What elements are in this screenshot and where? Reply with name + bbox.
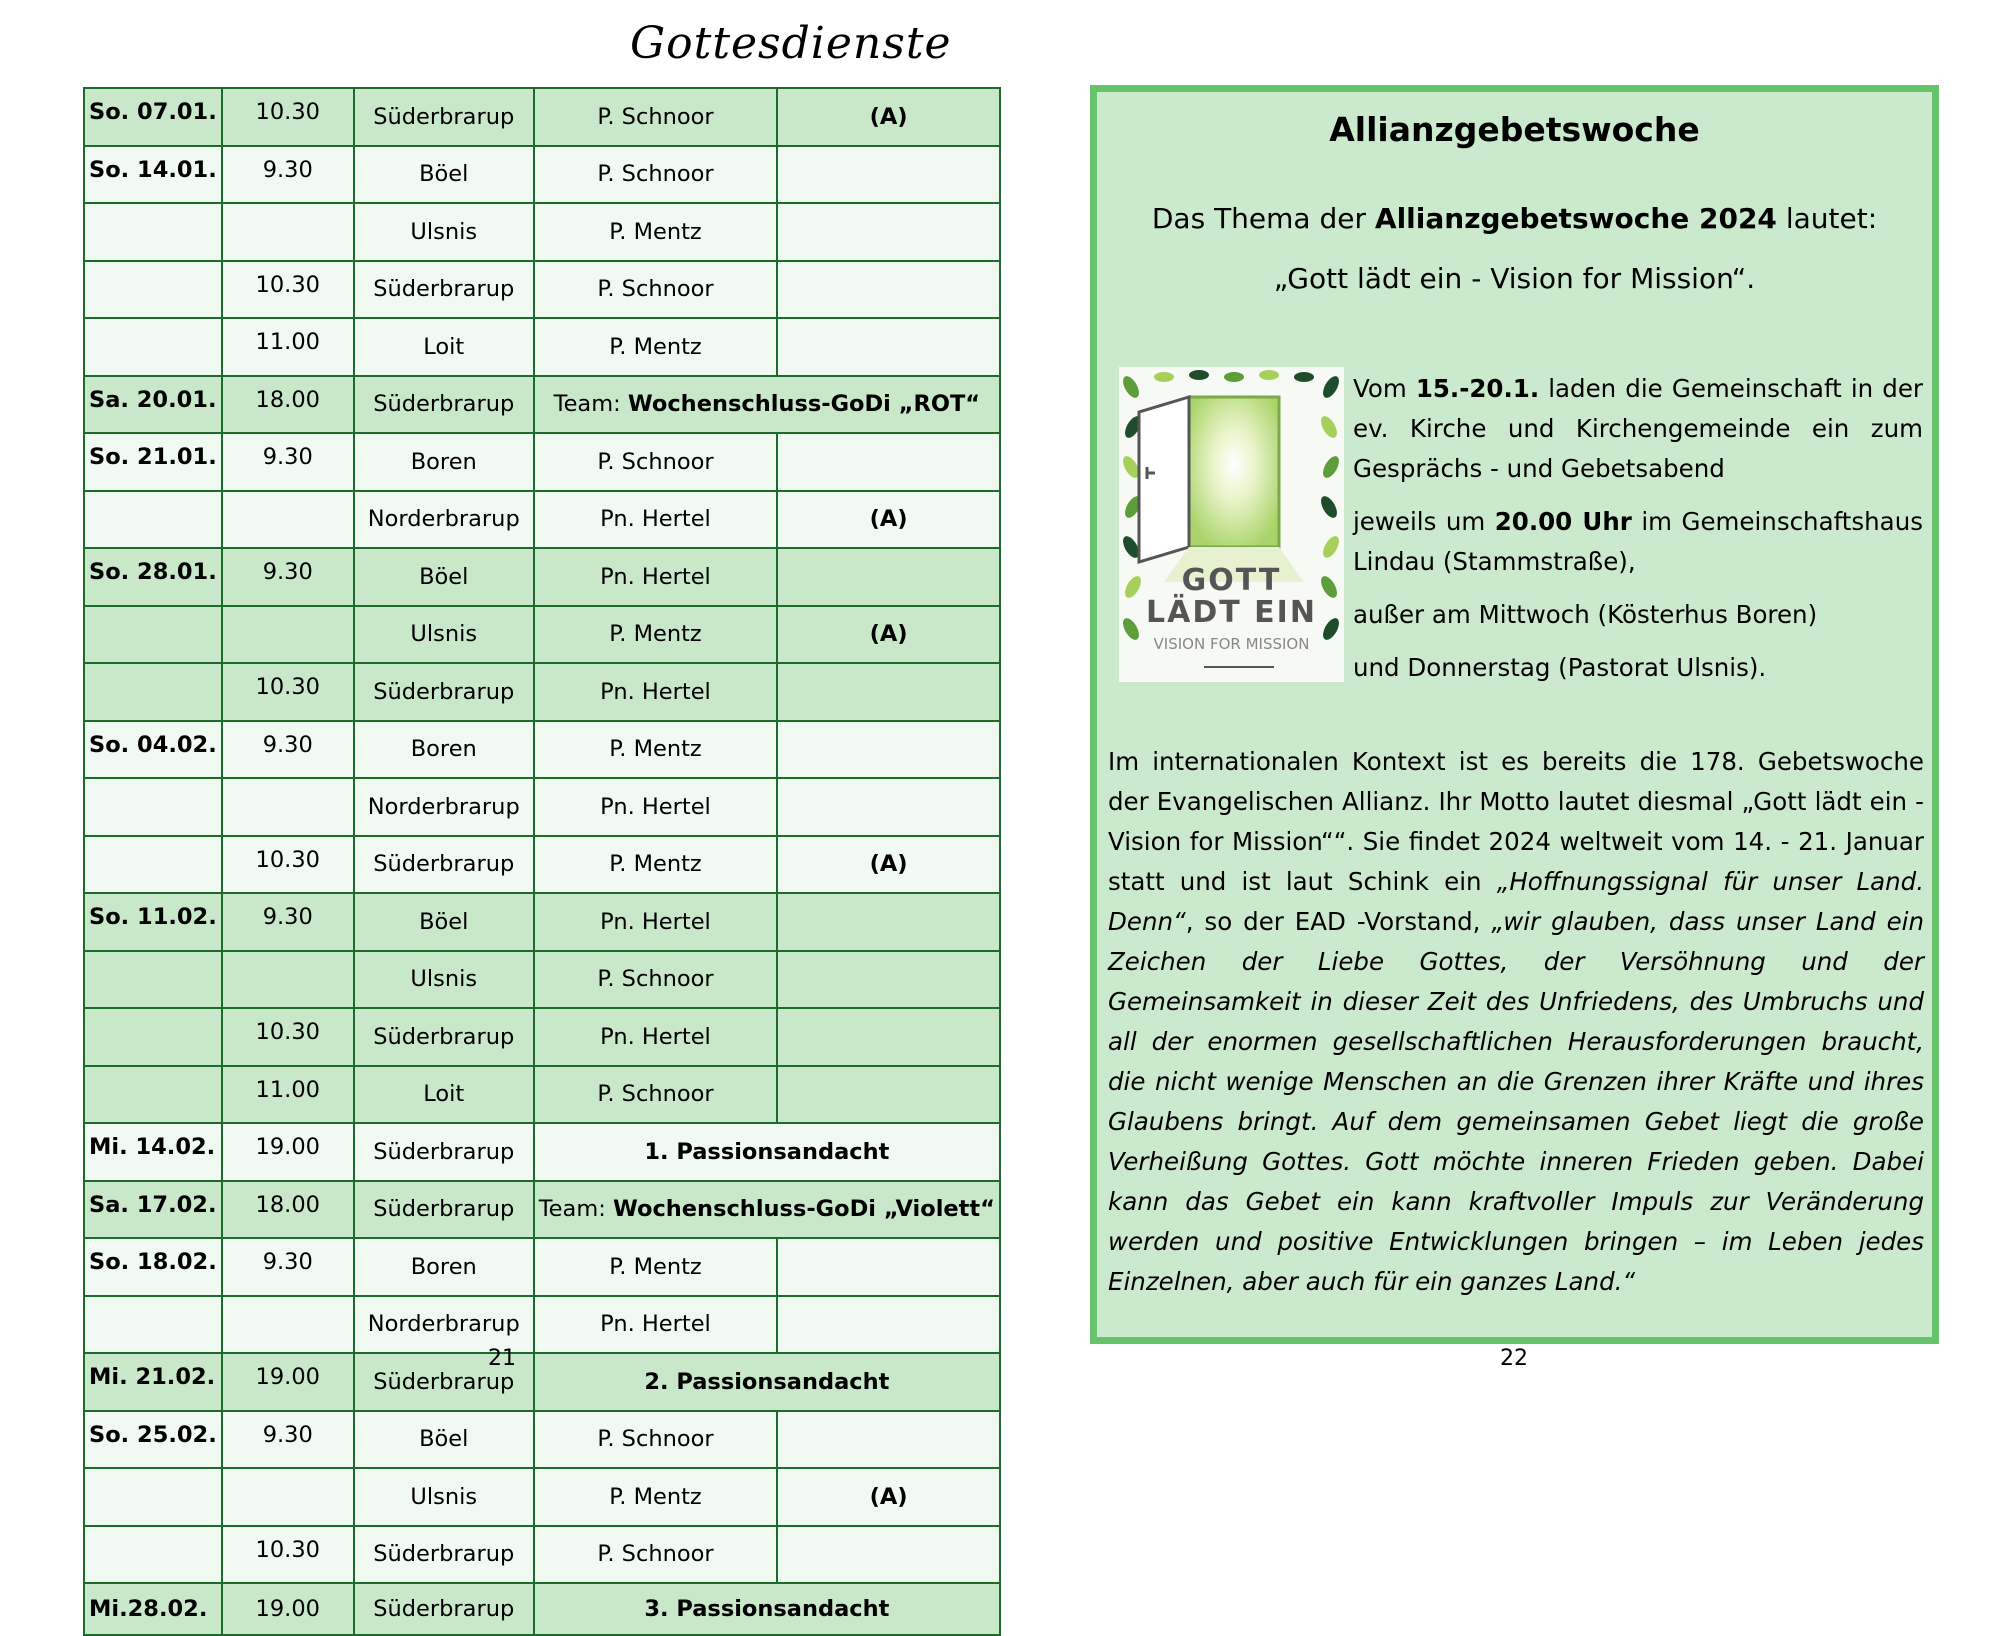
place-cell: Boren	[354, 721, 534, 779]
time-cell: 10.30	[222, 663, 354, 721]
date-cell	[84, 836, 222, 894]
pastor-cell: P. Schnoor	[534, 88, 777, 146]
table-row	[84, 1468, 1000, 1526]
time-cell: 9.30	[222, 146, 354, 204]
date-cell	[84, 491, 222, 549]
date-cell	[84, 318, 222, 376]
pastor-cell: P. Mentz	[534, 836, 777, 894]
table-row	[84, 376, 1000, 434]
date-cell	[84, 1468, 222, 1526]
allianz-info-box	[1090, 85, 1939, 1344]
note-cell	[777, 203, 1000, 261]
place-cell: Loit	[354, 1066, 534, 1124]
table-row	[84, 88, 1000, 146]
table-row	[84, 721, 1000, 779]
time-cell	[222, 951, 354, 1009]
table-row	[84, 1238, 1000, 1296]
date-cell	[84, 663, 222, 721]
time-cell: 10.30	[222, 1008, 354, 1066]
pastor-cell: P. Schnoor	[534, 1526, 777, 1584]
place-cell: Norderbrarup	[354, 778, 534, 836]
place-cell: Boren	[354, 433, 534, 491]
note-cell	[777, 893, 1000, 951]
table-row	[84, 1296, 1000, 1354]
pastor-cell: P. Mentz	[534, 1238, 777, 1296]
time-cell	[222, 778, 354, 836]
table-row	[84, 318, 1000, 376]
place-cell: Süderbrarup	[354, 376, 534, 434]
place-cell: Ulsnis	[354, 606, 534, 664]
place-cell: Süderbrarup	[354, 1583, 534, 1635]
note-cell	[777, 1066, 1000, 1124]
table-row	[84, 146, 1000, 204]
event-cell: 1. Passionsandacht	[534, 1123, 1000, 1181]
date-cell: So. 21.01.	[84, 433, 222, 491]
pastor-cell: P. Schnoor	[534, 261, 777, 319]
note-cell	[777, 548, 1000, 606]
gott-laedt-ein-poster	[1119, 367, 1344, 682]
table-row	[84, 1526, 1000, 1584]
time-cell: 9.30	[222, 721, 354, 779]
place-cell: Ulsnis	[354, 203, 534, 261]
pastor-cell: Pn. Hertel	[534, 491, 777, 549]
pastor-cell: P. Schnoor	[534, 1411, 777, 1469]
place-cell: Ulsnis	[354, 951, 534, 1009]
table-row	[84, 1008, 1000, 1066]
table-row	[84, 778, 1000, 836]
poster-line2: LÄDT EIN	[1146, 595, 1317, 630]
service-schedule-table	[83, 87, 1001, 1636]
time-cell: 9.30	[222, 1411, 354, 1469]
pastor-cell: P. Mentz	[534, 203, 777, 261]
table-row	[84, 1066, 1000, 1124]
pastor-cell: P. Mentz	[534, 721, 777, 779]
note-cell	[777, 318, 1000, 376]
date-cell	[84, 778, 222, 836]
table-row	[84, 606, 1000, 664]
page-number-right: 22	[1500, 1346, 1528, 1371]
date-cell: So. 18.02.	[84, 1238, 222, 1296]
date-cell: So. 07.01.	[84, 88, 222, 146]
time-cell: 9.30	[222, 1238, 354, 1296]
time-cell: 10.30	[222, 261, 354, 319]
time-cell	[222, 203, 354, 261]
note-cell	[777, 778, 1000, 836]
intro-text	[1353, 369, 1923, 701]
intro-paragraph-1: Vom 15.-20.1. laden die Gemeinschaft in der ev. Kirche und Kirchengemeinde ein zum Gesprächs - und Gebetsabend	[1353, 374, 1923, 483]
date-cell: Mi.28.02.	[84, 1583, 222, 1635]
date-cell: So. 25.02.	[84, 1411, 222, 1469]
pastor-cell: Pn. Hertel	[534, 778, 777, 836]
date-cell: Mi. 14.02.	[84, 1123, 222, 1181]
pastor-cell: Pn. Hertel	[534, 1008, 777, 1066]
body-text: Im internationalen Kontext ist es bereits die 178. Gebetswoche der Evangelischen Allianz. Ihr Motto lautet diesmal „Gott lädt ein - Vision for Mission““. Sie findet 2024 weltweit vom 14. - 21. Januar statt und ist laut Schink ein „Hoffnungssignal für unser Land. Denn“, so der EAD -Vorstand, „wir glauben, dass unser Land ein Zeichen der Liebe Gottes, der Versöhnung und der Gemeinsamkeit in dieser Zeit des Unfriedens, des Umbruchs und all der enormen gesellschaftlichen Herausforderungen braucht, die nicht wenige Menschen an die Grenzen ihrer Kräfte und ihres Glaubens bringt. Auf dem gemeinsamen Gebet liegt die große Verheißung Gottes. Gott möchte inneren Frieden geben. Dabei kann das Gebet ein kann kraftvoller Impuls zur Veränderung werden und positive Entwicklungen bringen – im Leben jedes Einzelnen, aber auch für ein ganzes Land.“	[1108, 747, 1924, 1296]
intro-paragraph-2: jeweils um 20.00 Uhr im Gemeinschaftshaus Lindau (Stammstraße),	[1353, 507, 1923, 576]
time-cell: 11.00	[222, 1066, 354, 1124]
date-cell	[84, 1008, 222, 1066]
date-cell	[84, 203, 222, 261]
date-cell	[84, 1296, 222, 1354]
poster-line1: GOTT	[1181, 563, 1282, 598]
note-cell: (A)	[777, 606, 1000, 664]
place-cell: Ulsnis	[354, 1468, 534, 1526]
page-title: Gottesdienste	[630, 18, 952, 69]
note-cell	[777, 721, 1000, 779]
pastor-cell: P. Schnoor	[534, 951, 777, 1009]
place-cell: Süderbrarup	[354, 1526, 534, 1584]
time-cell: 9.30	[222, 433, 354, 491]
special-cell: Team: Wochenschluss-GoDi „ROT“	[534, 376, 1000, 434]
theme-line: Das Thema der Allianzgebetswoche 2024 lautet:	[1151, 202, 1878, 235]
note-cell	[777, 1008, 1000, 1066]
place-cell: Boren	[354, 1238, 534, 1296]
pastor-cell: Pn. Hertel	[534, 1296, 777, 1354]
note-cell	[777, 1296, 1000, 1354]
note-cell	[777, 146, 1000, 204]
date-cell	[84, 1066, 222, 1124]
date-cell: So. 04.02.	[84, 721, 222, 779]
place-cell: Süderbrarup	[354, 663, 534, 721]
date-cell	[84, 1526, 222, 1584]
pastor-cell: P. Schnoor	[534, 433, 777, 491]
poster-line3: VISION FOR MISSION	[1153, 635, 1310, 653]
note-cell	[777, 1238, 1000, 1296]
time-cell: 9.30	[222, 893, 354, 951]
time-cell	[222, 1468, 354, 1526]
pastor-cell: P. Schnoor	[534, 1066, 777, 1124]
table-row	[84, 1583, 1000, 1635]
date-cell: So. 14.01.	[84, 146, 222, 204]
pastor-cell: Pn. Hertel	[534, 893, 777, 951]
table-row	[84, 1411, 1000, 1469]
box-title: Allianzgebetswoche	[1329, 110, 1700, 149]
place-cell: Süderbrarup	[354, 836, 534, 894]
date-cell: Sa. 17.02.	[84, 1181, 222, 1239]
date-cell: So. 28.01.	[84, 548, 222, 606]
note-cell: (A)	[777, 1468, 1000, 1526]
place-cell: Süderbrarup	[354, 261, 534, 319]
place-cell: Süderbrarup	[354, 1181, 534, 1239]
place-cell: Loit	[354, 318, 534, 376]
place-cell: Norderbrarup	[354, 491, 534, 549]
table-row	[84, 1181, 1000, 1239]
table-row	[84, 433, 1000, 491]
date-cell	[84, 951, 222, 1009]
time-cell: 19.00	[222, 1123, 354, 1181]
note-cell: (A)	[777, 88, 1000, 146]
note-cell	[777, 1411, 1000, 1469]
date-cell: Mi. 21.02.	[84, 1353, 222, 1411]
table-row	[84, 836, 1000, 894]
table-row	[84, 203, 1000, 261]
time-cell	[222, 1296, 354, 1354]
table-row	[84, 491, 1000, 549]
place-cell: Süderbrarup	[354, 1123, 534, 1181]
time-cell: 9.30	[222, 548, 354, 606]
pastor-cell: P. Mentz	[534, 318, 777, 376]
place-cell: Böel	[354, 1411, 534, 1469]
table-row	[84, 951, 1000, 1009]
date-cell	[84, 606, 222, 664]
table-row	[84, 1123, 1000, 1181]
event-cell: 3. Passionsandacht	[534, 1583, 1000, 1635]
table-row	[84, 1353, 1000, 1411]
time-cell	[222, 606, 354, 664]
pastor-cell: P. Schnoor	[534, 146, 777, 204]
time-cell: 10.30	[222, 1526, 354, 1584]
time-cell: 10.30	[222, 836, 354, 894]
theme-quote: „Gott lädt ein - Vision for Mission“.	[1273, 262, 1756, 295]
intro-paragraph-4: und Donnerstag (Pastorat Ulsnis).	[1353, 653, 1767, 682]
time-cell: 18.00	[222, 376, 354, 434]
place-cell: Böel	[354, 146, 534, 204]
note-cell	[777, 1526, 1000, 1584]
time-cell: 10.30	[222, 88, 354, 146]
date-cell	[84, 261, 222, 319]
event-cell: 2. Passionsandacht	[534, 1353, 1000, 1411]
note-cell: (A)	[777, 836, 1000, 894]
note-cell	[777, 663, 1000, 721]
page-number-left: 21	[488, 1346, 516, 1371]
table-row	[84, 261, 1000, 319]
date-cell: Sa. 20.01.	[84, 376, 222, 434]
time-cell: 18.00	[222, 1181, 354, 1239]
place-cell: Süderbrarup	[354, 1008, 534, 1066]
date-cell: So. 11.02.	[84, 893, 222, 951]
table-row	[84, 548, 1000, 606]
place-cell: Süderbrarup	[354, 1353, 534, 1411]
time-cell: 19.00	[222, 1583, 354, 1635]
note-cell: (A)	[777, 491, 1000, 549]
table-row	[84, 893, 1000, 951]
place-cell: Böel	[354, 893, 534, 951]
special-cell: Team: Wochenschluss-GoDi „Violett“	[534, 1181, 1000, 1239]
time-cell	[222, 491, 354, 549]
pastor-cell: Pn. Hertel	[534, 663, 777, 721]
pastor-cell: Pn. Hertel	[534, 548, 777, 606]
place-cell: Böel	[354, 548, 534, 606]
note-cell	[777, 433, 1000, 491]
note-cell	[777, 261, 1000, 319]
time-cell: 19.00	[222, 1353, 354, 1411]
table-row	[84, 663, 1000, 721]
pastor-cell: P. Mentz	[534, 1468, 777, 1526]
pastor-cell: P. Mentz	[534, 606, 777, 664]
time-cell: 11.00	[222, 318, 354, 376]
note-cell	[777, 951, 1000, 1009]
intro-paragraph-3: außer am Mittwoch (Kösterhus Boren)	[1353, 600, 1818, 629]
place-cell: Süderbrarup	[354, 88, 534, 146]
place-cell: Norderbrarup	[354, 1296, 534, 1354]
